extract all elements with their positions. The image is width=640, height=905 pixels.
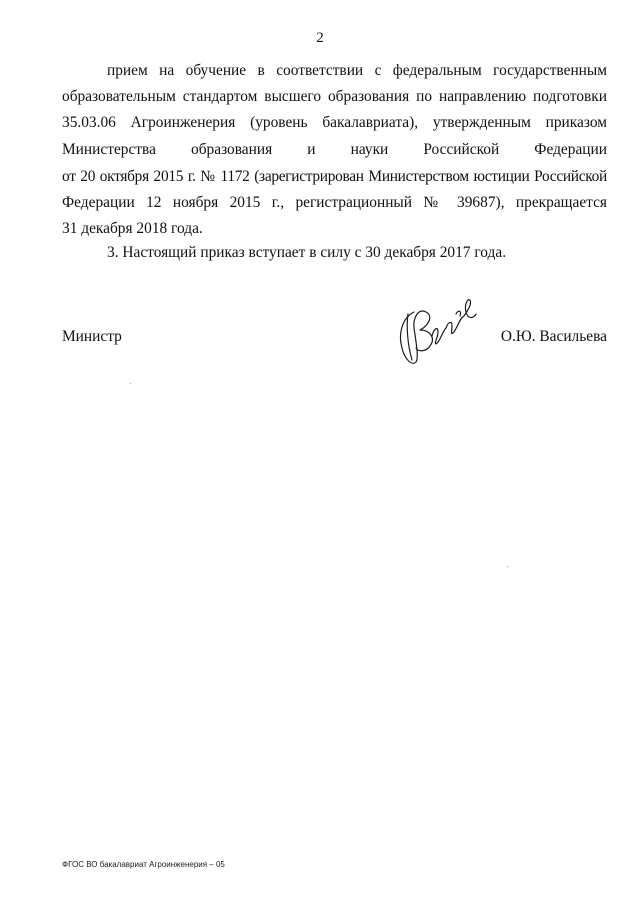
scan-speck bbox=[130, 383, 131, 384]
paragraph-line: Министерства образования и науки Российской Федерации bbox=[62, 141, 607, 158]
document-footer: ФГОС ВО бакалавриат Агроинженерия – 05 bbox=[62, 860, 225, 869]
paragraph-line: Федерации 12 ноября 2015 г., регистрационный № 39687), прекращается bbox=[62, 194, 607, 211]
paragraph-line: от 20 октября 2015 г. № 1172 (зарегистрирован Министерством юстиции Российской bbox=[62, 168, 607, 185]
paragraph-line: 31 декабря 2018 года. bbox=[62, 220, 203, 237]
paragraph-line: 35.03.06 Агроинженерия (уровень бакалавриата), утвержденным приказом bbox=[62, 114, 607, 131]
paragraph-line: 3. Настоящий приказ вступает в силу с 30 декабря 2017 года. bbox=[107, 244, 507, 261]
handwritten-signature-icon bbox=[392, 292, 484, 372]
paragraph-line: образовательным стандартом высшего образования по направлению подготовки bbox=[62, 88, 607, 105]
signer-role: Министр bbox=[62, 328, 122, 345]
signer-name: О.Ю. Васильева bbox=[500, 328, 607, 345]
signature-block bbox=[62, 328, 607, 348]
paragraph-line: прием на обучение в соответствии с федеральным государственным bbox=[107, 62, 607, 79]
page-number: 2 bbox=[316, 30, 324, 46]
scan-speck bbox=[507, 566, 508, 567]
